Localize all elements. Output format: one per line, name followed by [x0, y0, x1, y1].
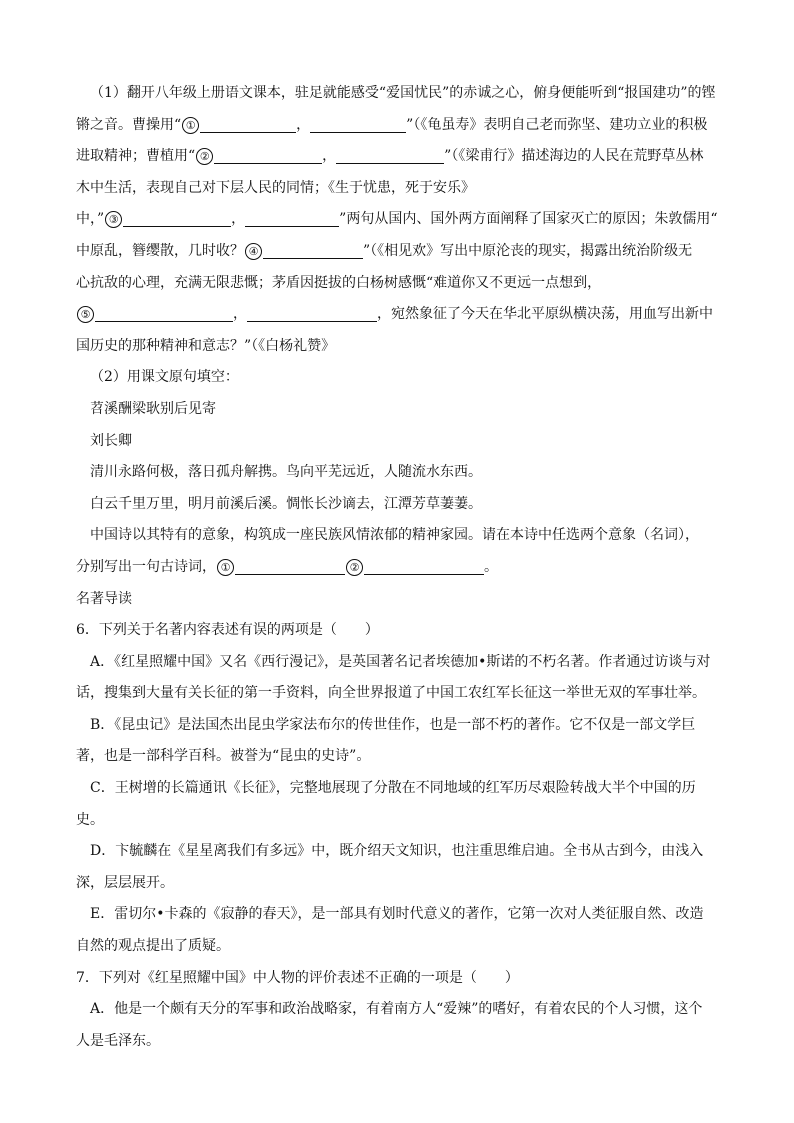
- option-a[interactable]: [76, 647, 742, 679]
- text: ，: [231, 211, 246, 228]
- question-7-stem: [76, 963, 742, 995]
- text: ，: [296, 116, 311, 133]
- poem-author: [76, 426, 742, 458]
- paragraph-line: [76, 204, 742, 236]
- poem-verse: [76, 457, 742, 489]
- paragraph-line: [76, 110, 742, 142]
- answer-blank-3b[interactable]: [245, 210, 339, 227]
- text: 锵之音。曹操用“: [76, 116, 182, 133]
- text: 木中生活，表现自己对下层人民的同情；《生于忧患，死于安乐》: [76, 179, 475, 196]
- text: A．《红星照耀中国》又名《西行漫记》，是英国著名记者埃德加•斯诺的不朽名著。作者通过访谈与对: [90, 653, 711, 670]
- answer-blank-1a[interactable]: [200, 116, 296, 133]
- text: C．王树增的长篇通讯《长征》，完整地展现了分散在不同地域的红军历尽艰险转战大半个中国的历: [90, 780, 696, 797]
- answer-blank-2a[interactable]: [214, 147, 322, 164]
- text: E．雷切尔•卡森的《寂静的春天》，是一部具有划时代意义的著作，它第一次对人类征服自然、改造: [90, 906, 704, 923]
- poem-verse: [76, 489, 742, 521]
- option-c-cont: [76, 805, 742, 837]
- answer-blank-5a[interactable]: [95, 305, 233, 322]
- text: 。: [484, 558, 498, 575]
- text: （2）用课文原句填空：: [90, 369, 239, 386]
- text: ，: [322, 148, 337, 165]
- text: 7．下列对《红星照耀中国》中人物的评价表述不正确的一项是（ ）: [76, 969, 519, 986]
- text: 清川永路何极，落日孤舟解携。鸟向平芜远近，人随流水东西。: [90, 464, 482, 481]
- blank-marker-5: ⑤: [77, 306, 94, 323]
- paragraph-line: [76, 78, 742, 110]
- text: （1）翻开八年级上册语文课本，驻足就能感受“爱国忧民”的赤诚之心，俯身便能听到“报国建功”的铿: [90, 85, 716, 101]
- text: 刘长卿: [90, 432, 132, 449]
- text: 名著导读: [76, 590, 132, 607]
- option-e-cont: [76, 931, 742, 963]
- document-page: [76, 78, 742, 1057]
- answer-blank-1b[interactable]: [310, 116, 406, 133]
- text: ”两句从国内、国外两方面阐释了国家灭亡的原因；朱敦儒用“: [339, 211, 718, 228]
- text: 国历史的那种精神和意志？”（《白杨礼赞》: [76, 337, 336, 354]
- text: A．他是一个颇有天分的军事和政治战略家，有着南方人“爱辣”的嗜好，有着农民的个人习惯，这个: [90, 1001, 703, 1018]
- answer-blank-5b[interactable]: [247, 305, 377, 322]
- blank-marker-7: ②: [346, 559, 363, 576]
- blank-marker-4: ④: [245, 243, 262, 260]
- section-title: [76, 584, 742, 616]
- text: 中，”: [76, 211, 105, 228]
- poem-title: [76, 394, 742, 426]
- option-d-cont: [76, 868, 742, 900]
- answer-blank-3a[interactable]: [123, 210, 231, 227]
- answer-blank-4[interactable]: [263, 242, 363, 259]
- blank-marker-6: ①: [217, 559, 234, 576]
- text: ，: [233, 306, 247, 323]
- text: 心抗敌的心理，充满无限悲慨；茅盾因挺拔的白杨树感慨“难道你又不更远一点想到，: [76, 274, 602, 291]
- text: 中原乱，簪缨散，几时收？: [76, 242, 244, 259]
- option-b-cont: [76, 741, 742, 773]
- text: 人是毛泽东。: [76, 1032, 160, 1049]
- answer-blank-2b[interactable]: [336, 147, 444, 164]
- text: ”（《梁甫行》描述海边的人民在荒野草丛林: [444, 148, 704, 165]
- text: ”（《相见欢》写出中原沦丧的现实，揭露出统治阶级无: [363, 242, 693, 259]
- option-d[interactable]: [76, 836, 742, 868]
- text: ”（《龟虽寿》表明自己老而弥坚、建功立业的积极: [406, 116, 708, 133]
- paragraph-line: [76, 331, 742, 363]
- paragraph-line: [76, 173, 742, 205]
- paragraph-line: [76, 552, 742, 584]
- text: 苕溪酬梁耿别后见寄: [90, 400, 216, 417]
- text: 分别写出一句古诗词，: [76, 558, 216, 575]
- text: 深，层层展开。: [76, 874, 174, 891]
- answer-blank-6[interactable]: [235, 558, 345, 575]
- blank-marker-3: ③: [105, 211, 122, 228]
- text: 话，搜集到大量有关长征的第一手资料，向全世界报道了中国工农红军长征这一举世无双的军事壮举。: [76, 685, 706, 702]
- answer-blank-7[interactable]: [364, 558, 484, 575]
- text: D．卞毓麟在《星星离我们有多远》中，既介绍天文知识，也注重思维启迪。全书从古到今，由浅入: [90, 843, 704, 860]
- text: 自然的观点提出了质疑。: [76, 938, 230, 955]
- text: ，宛然象征了今天在华北平原纵横决荡，用血写出新中: [377, 306, 713, 323]
- option-e[interactable]: [76, 899, 742, 931]
- part2-intro: [76, 362, 742, 394]
- text: 进取精神；曹植用“: [76, 148, 196, 165]
- option-c[interactable]: [76, 773, 742, 805]
- text: 中国诗以其特有的意象，构筑成一座民族风情浓郁的精神家园。请在本诗中任选两个意象（名词），: [90, 527, 699, 544]
- text: 白云千里万里，明月前溪后溪。惆怅长沙谪去，江潭芳草萋萋。: [90, 495, 482, 512]
- paragraph-line: [76, 268, 742, 300]
- option-a[interactable]: [76, 994, 742, 1026]
- paragraph-line: [76, 520, 742, 552]
- option-b[interactable]: [76, 710, 742, 742]
- blank-marker-2: ②: [196, 148, 213, 165]
- text: 著，也是一部科学百科。被誉为“昆虫的史诗”。: [76, 748, 371, 765]
- paragraph-line: [76, 236, 742, 268]
- option-a-cont: [76, 678, 742, 710]
- paragraph-line: [76, 141, 742, 173]
- blank-marker-1: ①: [182, 117, 199, 134]
- option-a-cont: [76, 1026, 742, 1058]
- text: 6．下列关于名著内容表述有误的两项是（ ）: [76, 622, 379, 639]
- question-6-stem: [76, 615, 742, 647]
- paragraph-line: [76, 299, 742, 331]
- text: B．《昆虫记》是法国杰出昆虫学家法布尔的传世佳作，也是一部不朽的著作。它不仅是一部文学巨: [90, 716, 696, 733]
- text: 史。: [76, 811, 104, 828]
